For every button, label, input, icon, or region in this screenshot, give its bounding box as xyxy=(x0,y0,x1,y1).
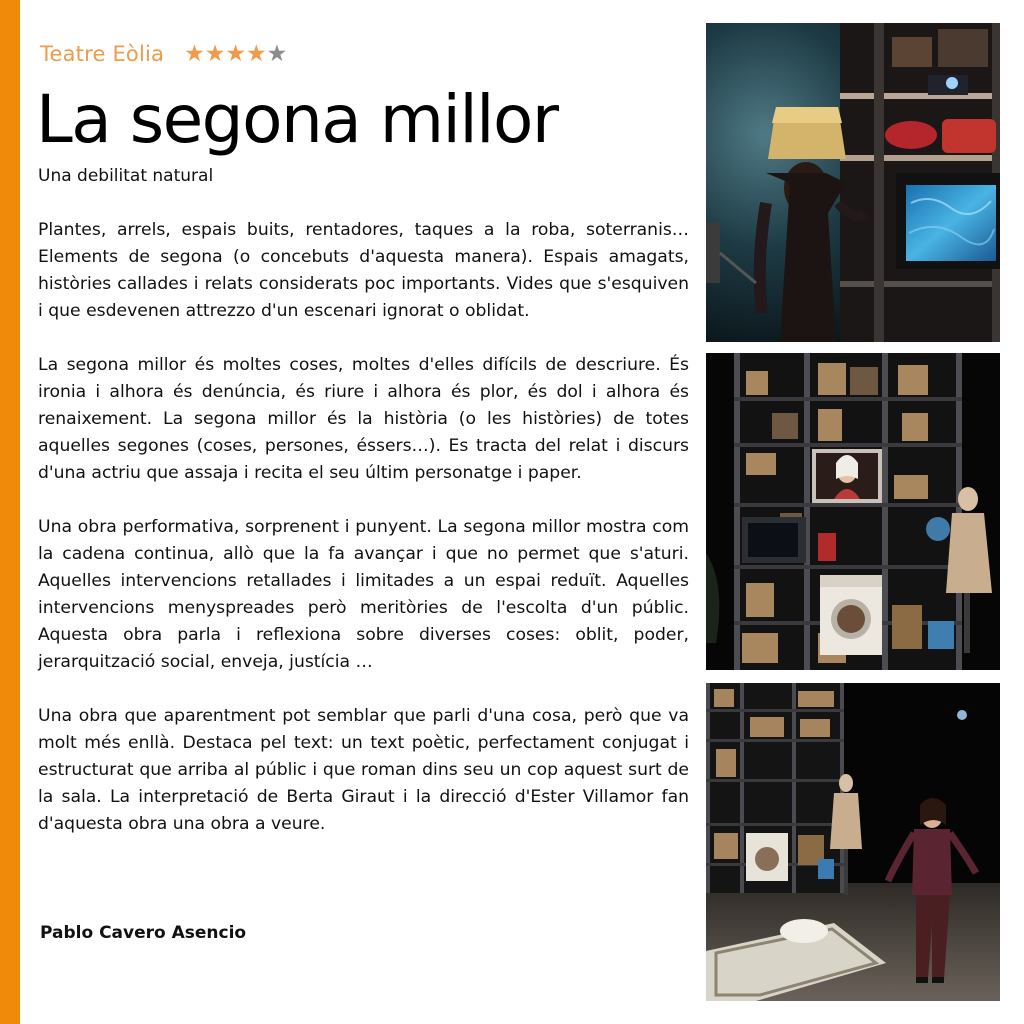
body-paragraph: Plantes, arrels, espais buits, rentadores, taques a la roba, soterranis… Elements de segona (o concebuts d'aquesta manera). Espais amagats, històries callades i relats considerats poc importants. Vides que s'esquiven i que esdevenen attrezzo d'un escenari ignorat o oblidat. xyxy=(38,220,689,321)
body-paragraph: La segona millor és moltes coses, moltes d'elles difícils de descriure. És ironia i alhora és denúncia, és riure i alhora és plor, és dol i alhora és renaixement. La segona millor és la història (o les històries) de totes aquelles segones (coses, persones, éssers…). Es tracta del relat i discurs d'una actriu que assaja i recita el seu últim personatge i paper. xyxy=(38,355,689,483)
stage-photo-1 xyxy=(706,23,1000,342)
star-icon: ★ xyxy=(245,40,267,67)
star-icon: ★ xyxy=(225,40,246,67)
accent-bar xyxy=(0,0,20,1024)
body-paragraph: Una obra que aparentment pot semblar que parli d'una cosa, però que va molt més enllà. Destaca pel text: un text poètic, perfectament conjugat i estructurat que arriba al públic i que roman dins seu un cop aquest surt de la sala. La interpretació de Berta Giraut i la direcció d'Ester Villamor fan d'aquesta obra una obra a veure. xyxy=(38,706,689,834)
star-rating xyxy=(184,40,288,67)
star-icon: ★ xyxy=(204,40,226,67)
stage-photo-3 xyxy=(706,683,1000,1001)
venue-name: Teatre Eòlia xyxy=(40,42,165,66)
stage-photo-shelves-icon xyxy=(706,353,1000,670)
star-icon: ★ xyxy=(184,40,205,67)
review-title: La segona millor xyxy=(36,81,558,158)
review-author: Pablo Cavero Asencio xyxy=(40,923,247,943)
review-header xyxy=(40,40,287,68)
stage-photo-actress-icon xyxy=(706,683,1000,1001)
body-paragraph: Una obra performativa, sorprenent i punyent. La segona millor mostra com la cadena continua, allò que la fa avançar i que no permet que s'aturi. Aquelles intervencions retallades i limitades a un espai reduït. Aquelles intervencions menyspreades però meritòries de l'escolta d'un públic. Aquesta obra parla i reflexiona sobre diverses coses: oblit, poder, jerarquització social, enveja, justícia … xyxy=(38,517,689,672)
review-body xyxy=(38,217,689,865)
stage-photo-performer-icon xyxy=(706,23,1000,342)
review-subtitle: Una debilitat natural xyxy=(38,166,214,186)
star-icon: ★ xyxy=(266,40,288,67)
stage-photo-2 xyxy=(706,353,1000,670)
